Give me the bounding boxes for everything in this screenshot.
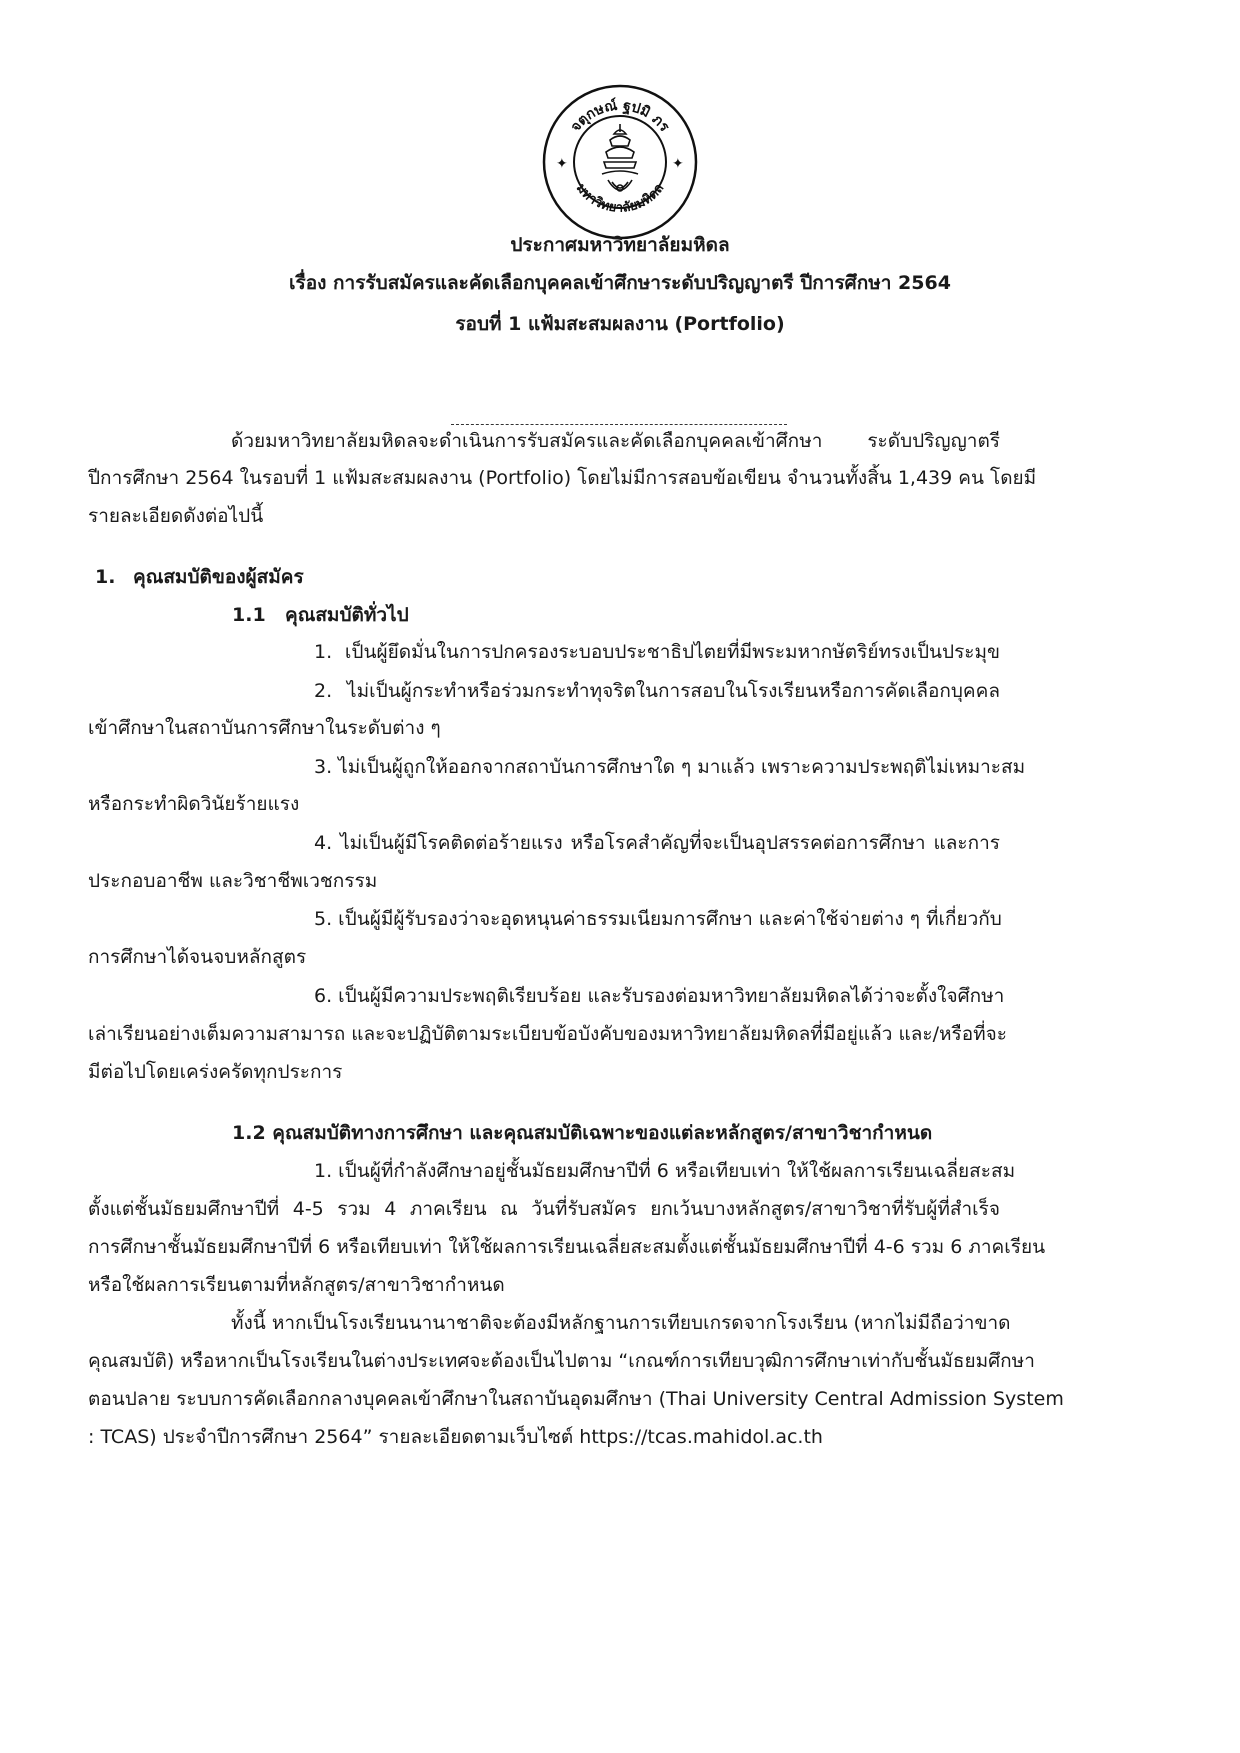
qualification-item: 6. เป็นผู้มีความประพฤติเรียบร้อย และรับรองต่อมหาวิทยาลัยมหิดลได้ว่าจะตั้งใจศึกษา (314, 985, 1005, 1007)
svg-text:✦: ✦ (672, 156, 684, 172)
section-1-1-number: 1.1 (232, 604, 266, 626)
qualification-item-cont: การศึกษาได้จนจบหลักสูตร (88, 946, 307, 968)
announcement-round: รอบที่ 1 แฟ้มสะสมผลงาน (Portfolio) (455, 313, 785, 335)
education-paragraph-line: การศึกษาชั้นมัธยมศึกษาปีที่ 6 หรือเทียบเท่า ให้ใช้ผลการเรียนเฉลี่ยสะสมตั้งแต่ชั้นมัธยมศึกษาปีที่ 4-6 รวม 6 ภาคเรียน (88, 1236, 1046, 1258)
education-paragraph-line: หรือใช้ผลการเรียนตามที่หลักสูตร/สาขาวิชากำหนด (88, 1274, 505, 1296)
section-1-number: 1. (95, 566, 116, 588)
section-1-title: คุณสมบัติของผู้สมัคร (133, 566, 304, 588)
announcement-subject: เรื่อง การรับสมัครและคัดเลือกบุคคลเข้าศึกษาระดับปริญญาตรี ปีการศึกษา 2564 (289, 272, 951, 294)
qualification-item: 3. ไม่เป็นผู้ถูกให้ออกจากสถาบันการศึกษาใด ๆ มาแล้ว เพราะความประพฤติไม่เหมาะสม (314, 756, 1026, 778)
seal-bottom-text: มหาวิทยาลัยมหิดล (572, 181, 668, 216)
section-1-2-title: 1.2 คุณสมบัติทางการศึกษา และคุณสมบัติเฉพาะของแต่ละหลักสูตร/สาขาวิชากำหนด (232, 1122, 933, 1144)
qualification-item: 2. ไม่เป็นผู้กระทำหรือร่วมกระทำทุจริตในการสอบในโรงเรียนหรือการคัดเลือกบุคคล (314, 680, 1000, 702)
qualification-item-cont: ประกอบอาชีพ และวิชาชีพเวชกรรม (88, 870, 378, 892)
education-paragraph-line: ตั้งแต่ชั้นมัธยมศึกษาปีที่ 4-5 รวม 4 ภาคเรียน ณ วันที่รับสมัคร ยกเว้นบางหลักสูตร/สาขาวิชาที่รับผู้ที่สำเร็จ (88, 1198, 1000, 1220)
qualification-item-cont: หรือกระทำผิดวินัยร้ายแรง (88, 793, 300, 815)
header-divider (451, 424, 787, 425)
note-paragraph-line: คุณสมบัติ) หรือหากเป็นโรงเรียนในต่างประเทศจะต้องเป็นไปตาม “เกณฑ์การเทียบวุฒิการศึกษาเท่ากับชั้นมัธยมศึกษา (88, 1350, 1035, 1372)
svg-text:✦: ✦ (556, 156, 568, 172)
qualification-item-cont: มีต่อไปโดยเคร่งครัดทุกประการ (88, 1061, 343, 1083)
note-paragraph-line: : TCAS) ประจำปีการศึกษา 2564” รายละเอียดตามเว็บไซต์ https://tcas.mahidol.ac.th (88, 1426, 823, 1448)
note-paragraph-line: ตอนปลาย ระบบการคัดเลือกกลางบุคคลเข้าศึกษาในสถาบันอุดมศึกษา (Thai University Central Admission System (88, 1388, 1064, 1410)
education-paragraph-line: 1. เป็นผู้ที่กำลังศึกษาอยู่ชั้นมัธยมศึกษาปีที่ 6 หรือเทียบเท่า ให้ใช้ผลการเรียนเฉลี่ยสะสม (314, 1160, 1016, 1182)
university-seal-logo (540, 82, 700, 242)
note-paragraph-line: ทั้งนี้ หากเป็นโรงเรียนนานาชาติจะต้องมีหลักฐานการเทียบเกรดจากโรงเรียน (หากไม่มีถือว่าขาด (231, 1312, 1011, 1334)
qualification-item-cont: เล่าเรียนอย่างเต็มความสามารถ และจะปฏิบัติตามระเบียบข้อบังคับของมหาวิทยาลัยมหิดลที่มีอยู่แล้ว และ/หรือที่จะ (88, 1023, 1007, 1045)
intro-line: รายละเอียดดังต่อไปนี้ (88, 505, 264, 527)
svg-text:มหาวิทยาลัยมหิดล (573, 181, 668, 216)
announcement-title: ประกาศมหาวิทยาลัยมหิดล (510, 234, 730, 256)
intro-line: ด้วยมหาวิทยาลัยมหิดลจะดำเนินการรับสมัครและคัดเลือกบุคคลเข้าศึกษา ระดับปริญญาตรี (231, 430, 1000, 452)
qualification-item: 1. เป็นผู้ยึดมั่นในการปกครองระบอบประชาธิปไตยที่มีพระมหากษัตริย์ทรงเป็นประมุข (314, 641, 1000, 663)
seal-top-text: จตุกษณ์ ฐปมิ ภร (567, 97, 673, 135)
qualification-item: 5. เป็นผู้มีผู้รับรองว่าจะอุดหนุนค่าธรรมเนียมการศึกษา และค่าใช้จ่ายต่าง ๆ ที่เกี่ยวกับ (314, 908, 1002, 930)
qualification-item: 4. ไม่เป็นผู้มีโรคติดต่อร้ายแรง หรือโรคสำคัญที่จะเป็นอุปสรรคต่อการศึกษา และการ (314, 832, 1000, 854)
qualification-item-cont: เข้าศึกษาในสถาบันการศึกษาในระดับต่าง ๆ (88, 717, 441, 739)
section-1-1-title: คุณสมบัติทั่วไป (285, 604, 409, 626)
intro-line: ปีการศึกษา 2564 ในรอบที่ 1 แฟ้มสะสมผลงาน (Portfolio) โดยไม่มีการสอบข้อเขียน จำนวนทั้งสิ้น 1,439 คน โดยมี (88, 467, 1037, 489)
